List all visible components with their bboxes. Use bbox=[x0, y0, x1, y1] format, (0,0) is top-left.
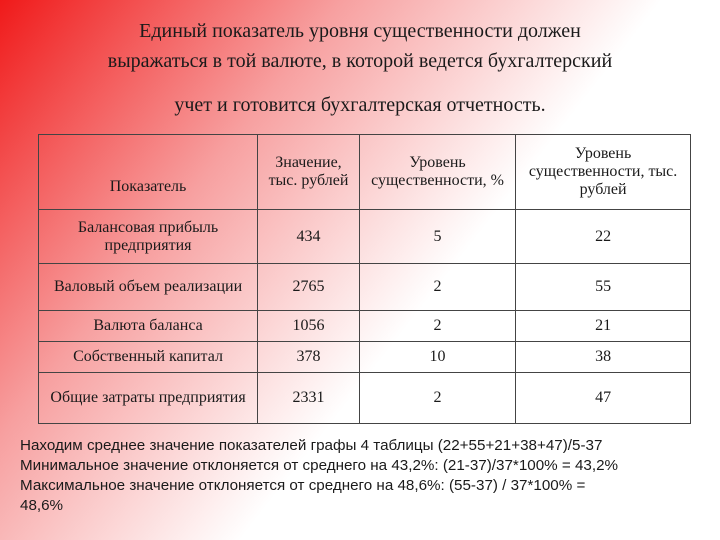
row-value: 378 bbox=[258, 342, 360, 373]
note-line: Максимальное значение отклоняется от среднего на 48,6%: (55-37) / 37*100% = bbox=[20, 477, 586, 494]
row-level-thousands: 21 bbox=[516, 311, 691, 342]
row-value: 434 bbox=[258, 210, 360, 264]
row-level-thousands: 47 bbox=[516, 373, 691, 424]
note-line: Находим среднее значение показателей графы 4 таблицы (22+55+21+38+47)/5-37 bbox=[20, 437, 603, 454]
slide-title-line-1: Единый показатель уровня существенности должен bbox=[139, 20, 581, 42]
row-level-thousands: 22 bbox=[516, 210, 691, 264]
row-value: 2765 bbox=[258, 264, 360, 311]
row-value: 2331 bbox=[258, 373, 360, 424]
slide-title-line-2: выражаться в той валюте, в которой ведется бухгалтерский bbox=[107, 50, 613, 72]
note-line: 48,6% bbox=[20, 497, 64, 514]
slide-title-line-3: учет и готовится бухгалтерская отчетность. bbox=[174, 94, 546, 116]
row-indicator: Валовый объем реализации bbox=[39, 264, 258, 311]
table-header-row bbox=[39, 135, 691, 210]
table-row bbox=[39, 264, 691, 311]
row-indicator: Собственный капитал bbox=[39, 342, 258, 373]
header-value: Значение, тыс. рублей bbox=[258, 135, 360, 210]
row-indicator: Балансовая прибыль предприятия bbox=[39, 210, 258, 264]
table-row bbox=[39, 210, 691, 264]
row-level-thousands: 38 bbox=[516, 342, 691, 373]
row-level-percent: 2 bbox=[359, 373, 515, 424]
row-level-percent: 10 bbox=[359, 342, 515, 373]
row-indicator: Валюта баланса bbox=[39, 311, 258, 342]
row-level-percent: 5 bbox=[359, 210, 515, 264]
table-row bbox=[39, 373, 691, 424]
row-indicator: Общие затраты предприятия bbox=[39, 373, 258, 424]
row-level-thousands: 55 bbox=[516, 264, 691, 311]
header-level-percent: Уровень существенности, % bbox=[359, 135, 515, 210]
note-line: Минимальное значение отклоняется от среднего на 43,2%: (21-37)/37*100% = 43,2% bbox=[20, 457, 619, 474]
header-indicator: Показатель bbox=[39, 135, 258, 210]
row-level-percent: 2 bbox=[359, 264, 515, 311]
table-row bbox=[39, 311, 691, 342]
header-level-thousands: Уровень существенности, тыс. рублей bbox=[516, 135, 691, 210]
calculation-notes bbox=[20, 436, 710, 516]
row-level-percent: 2 bbox=[359, 311, 515, 342]
table-row bbox=[39, 342, 691, 373]
materiality-table bbox=[38, 134, 691, 424]
row-value: 1056 bbox=[258, 311, 360, 342]
